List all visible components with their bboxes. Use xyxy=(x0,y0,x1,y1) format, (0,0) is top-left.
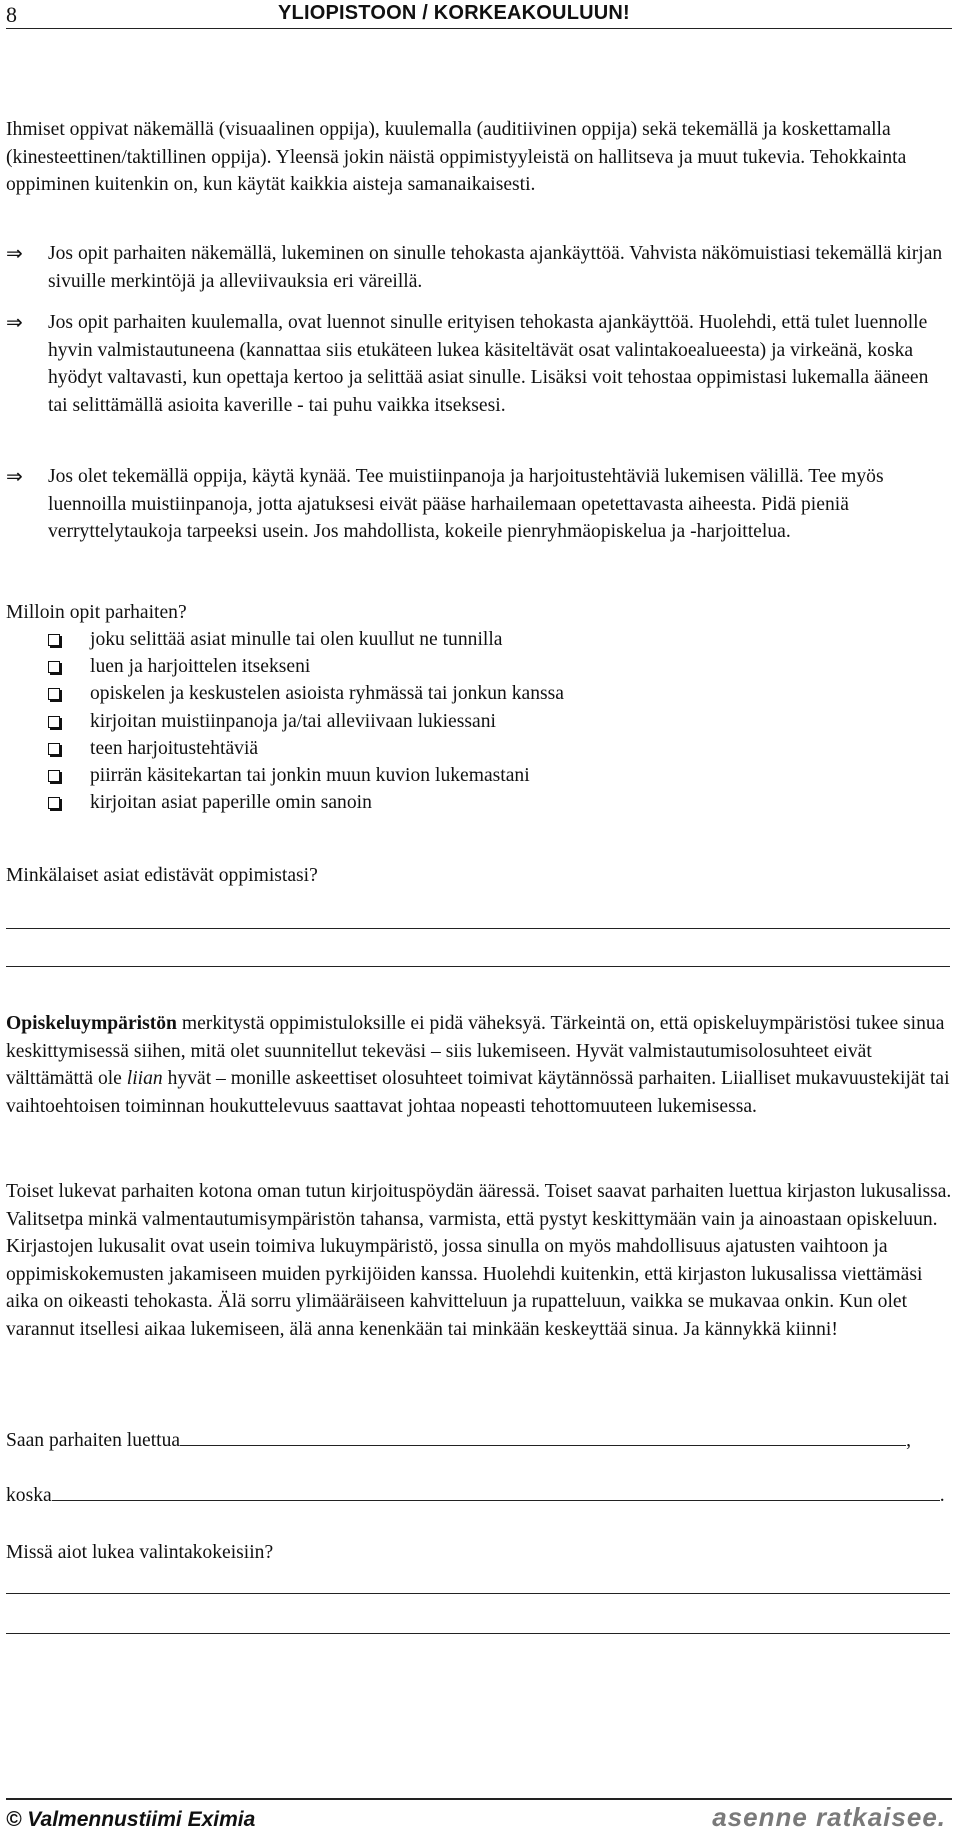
fill-in-best-read: Saan parhaiten luettua , xyxy=(6,1426,911,1455)
checklist-item[interactable]: kirjoitan asiat paperille omin sanoin xyxy=(6,789,906,816)
checkbox-icon[interactable] xyxy=(48,661,60,673)
checklist-item[interactable]: luen ja harjoittelen itsekseni xyxy=(6,653,906,680)
tip-text: Jos opit parhaiten kuulemalla, ovat luennot sinulle erityisen tehokasta ajankäyttöä. Huolehdi, että tulet luennolle hyvin valmistautuneena (kannattaa siis etukäteen lukea käsiteltävät osat valintakoealueesta) ja virkeänä, koska hyödyt valtavasti, kun opettaja kertoo ja selittää asiat sinulle. Lisäksi voit tehostaa oppimistasi lukemalla ääneen tai selittämällä asioita kaverille - tai puhu vaikka itseksesi. xyxy=(48,312,929,416)
checkbox-icon[interactable] xyxy=(48,797,60,809)
checklist-item[interactable]: teen harjoitustehtäviä xyxy=(6,735,906,762)
answer-line[interactable] xyxy=(6,966,950,967)
arrow-icon: ⇒ xyxy=(6,310,23,334)
answer-line[interactable] xyxy=(6,1593,950,1594)
environment-term: Opiskeluympäristön xyxy=(6,1013,177,1034)
places-paragraph: Toiset lukevat parhaiten kotona oman tutun kirjoituspöydän ääressä. Toiset saavat parhaiten luettua kirjaston lukusalissa. Valitsetpa minkä valmentautumisympäristön tahansa, varmista, että pystyt keskittymään vain ja ainoastaan opiskeluun. Kirjastojen lukusalit ovat usein toimiva lukuympäristö, jossa sinulla on myös mahdollisuus ajatusten vaihtoon ja oppimiskokemusten jakamiseen muiden pyrkijöiden kanssa. Huolehdi kuitenkin, että kirjaston lukusalissa viettämäsi aika on oikeasti tehokasta. Älä sorru ylimääräiseen kahvitteluun ja rupatteluun, vaikka se mukavaa onkin. Kun olet varannut itsellesi aikaa lukemiseen, älä anna kenenkään tai minkään keskeyttää sinua. Ja kännykkä kiinni! xyxy=(6,1181,952,1340)
copyright-text: © Valmennustiimi Eximia xyxy=(6,1808,256,1831)
page-footer xyxy=(6,1798,952,1834)
checkbox-icon[interactable] xyxy=(48,743,60,755)
checklist-item[interactable]: joku selittää asiat minulle tai olen kuullut ne tunnilla xyxy=(6,626,906,653)
environment-paragraph: Opiskeluympäristön merkitystä oppimistuloksille ei pidä väheksyä. Tärkeintä on, että opiskeluympäristösi tukee sinua keskittymisessä siihen, mitä olet suunnitellut tekeväsi – siis lukemiseen. Hyvät valmistautumisolosuhteet eivät välttämättä ole liian hyvät – monille askeettiset olosuhteet toimivat käytännössä parhaiten. Liialliset mukavuustekijät tai vaihtoehtoisen toiminnan houkuttelevuus saattavat johtaa nopeasti tehottomuuteen lukemisessa. xyxy=(6,1013,950,1117)
learning-checklist xyxy=(6,626,906,816)
answer-line[interactable] xyxy=(6,928,950,929)
checkbox-icon[interactable] xyxy=(48,634,60,646)
checklist-item[interactable]: opiskelen ja keskustelen asioista ryhmässä tai jonkun kanssa xyxy=(6,680,906,707)
arrow-icon: ⇒ xyxy=(6,241,23,265)
arrow-icon: ⇒ xyxy=(6,464,23,488)
checkbox-icon[interactable] xyxy=(48,716,60,728)
fill-in-blank[interactable] xyxy=(52,1481,940,1501)
question-what-helps: Minkälaiset asiat edistävät oppimistasi? xyxy=(6,865,318,886)
tip-text: Jos opit parhaiten näkemällä, lukeminen on sinulle tehokasta ajankäyttöä. Vahvista näkömuistiasi tekemällä kirjan sivuille merkintöjä ja alleviivauksia eri väreillä. xyxy=(48,243,943,292)
checklist-item[interactable]: piirrän käsitekartan tai jonkin muun kuvion lukemastani xyxy=(6,762,906,789)
page-header xyxy=(6,0,952,29)
question-when-learn: Milloin opit parhaiten? xyxy=(6,602,187,623)
fill-in-because: koska . xyxy=(6,1481,945,1510)
checklist-item[interactable]: kirjoitan muistiinpanoja ja/tai alleviivaan lukiessani xyxy=(6,708,906,735)
question-where-read: Missä aiot lukea valintakokeisiin? xyxy=(6,1542,274,1563)
emphasis-word: liian xyxy=(126,1068,163,1089)
tip-text: Jos olet tekemällä oppija, käytä kynää. Tee muistiinpanoja ja harjoitustehtäviä lukemisen välillä. Tee myös luennoilla muistiinpanoja, jotta ajatuksesi eivät pääse harhailemaan opetettavasta aiheesta. Pidä pieniä verryttelytaukoja tarpeeksi usein. Jos mahdollista, kokeile pienryhmäopiskelua ja -harjoittelua. xyxy=(48,466,884,542)
header-title: YLIOPISTOON / KORKEAKOULUUN! xyxy=(278,2,630,24)
checkbox-icon[interactable] xyxy=(48,770,60,782)
slogan-logo: asenne ratkaisee. xyxy=(712,1802,946,1832)
checkbox-icon[interactable] xyxy=(48,688,60,700)
page-number: 8 xyxy=(6,2,17,27)
fill-in-blank[interactable] xyxy=(180,1426,906,1446)
intro-paragraph: Ihmiset oppivat näkemällä (visuaalinen oppija), kuulemalla (auditiivinen oppija) sekä tekemällä ja koskettamalla (kinesteettinen/taktillinen oppija). Yleensä jokin näistä oppimistyyleistä on hallitseva ja muut tukevia. Tehokkainta oppiminen kuitenkin on, kun käytät kaikkia aisteja samanaikaisesti. xyxy=(6,119,907,195)
answer-line[interactable] xyxy=(6,1633,950,1634)
